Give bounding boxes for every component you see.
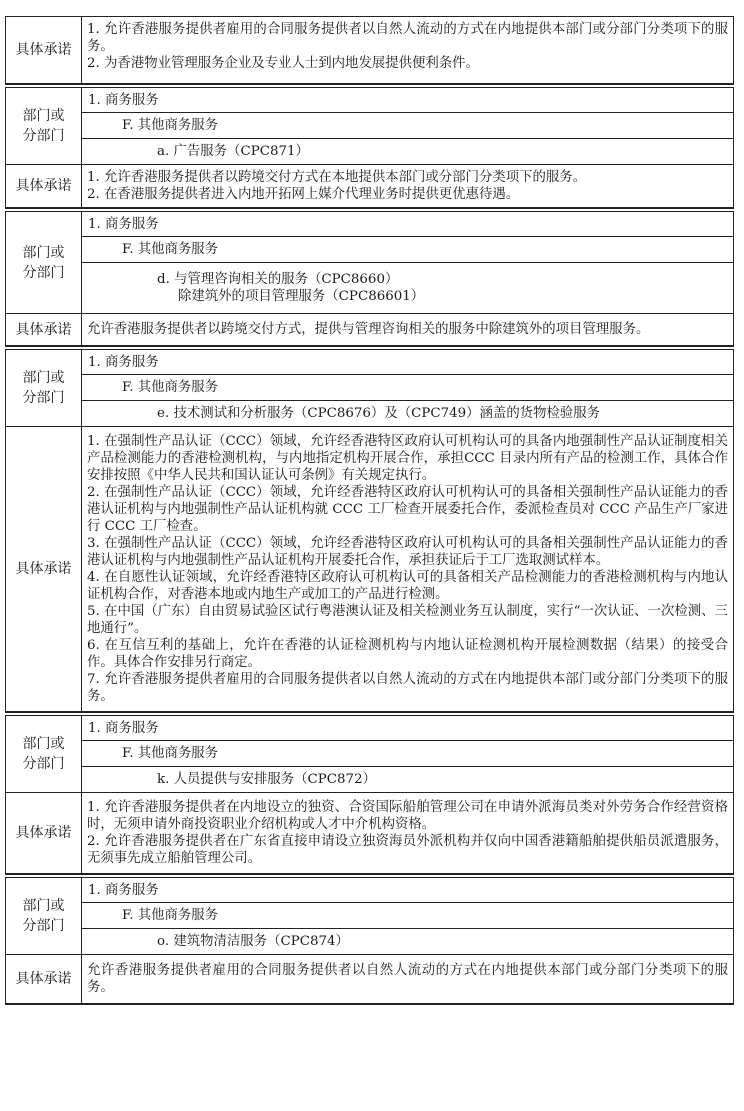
service-item bbox=[82, 766, 733, 792]
sector-hierarchy bbox=[82, 350, 733, 426]
commitment-item: 4. 在自愿性认证领域，允许经香港特区政府认可机构认可的具备相关产品检测能力的香港检测机构与内地认证机构合作，对香港本地或内地生产或加工的产品进行检测。 bbox=[87, 570, 728, 602]
sector-name: 1. 商务服务 bbox=[88, 93, 159, 108]
sector-label-line: 分部门 bbox=[22, 918, 65, 934]
sector-name: 1. 商务服务 bbox=[88, 883, 159, 898]
sector-label-line: 部门或 bbox=[22, 736, 65, 752]
commitment-item: 2. 在香港服务提供者进入内地开拓网上媒介代理业务时提供更优惠待遇。 bbox=[87, 187, 520, 202]
sector-hierarchy bbox=[82, 878, 733, 954]
commitment-text bbox=[82, 955, 733, 1003]
commitment-row bbox=[6, 164, 733, 207]
commitment-item: 6. 在互信互利的基础上，允许在香港的认证检测机构与内地认证检测机构开展检测数据（结果）的接受合作。具体合作安排另行商定。 bbox=[87, 638, 728, 670]
sector-row bbox=[6, 350, 733, 426]
table-block bbox=[5, 211, 734, 347]
sector-label-line: 部门或 bbox=[22, 370, 65, 386]
sector-hierarchy bbox=[82, 212, 733, 313]
commitment-item: 1. 允许香港服务提供者在内地设立的独资、合资国际船舶管理公司在申请外派海员类对外劳务合作经营资格时，无须申请外商投资职业介绍机构或人才中介机构资格。 bbox=[87, 800, 728, 832]
commitment-row bbox=[6, 954, 733, 1003]
commitment-item: 2. 在强制性产品认证（CCC）领域，允许经香港特区政府认可机构认可的具备相关强制性产品认证能力的香港认证机构与内地强制性产品认证机构就 CCC 工厂检查开展委托合作，委派检查员对 CCC 产品生产厂家进行 CCC 工厂检查。 bbox=[87, 485, 728, 534]
service-item-line: a. 广告服务（CPC871） bbox=[157, 144, 309, 159]
commitment-item: 1. 允许香港服务提供者以跨境交付方式在本地提供本部门或分部门分类项下的服务。 bbox=[87, 170, 587, 185]
service-item bbox=[82, 400, 733, 426]
subsector-name: F. 其他商务服务 bbox=[82, 374, 733, 400]
service-item bbox=[82, 928, 733, 954]
commitment-text bbox=[82, 427, 733, 711]
sector-label-line: 部门或 bbox=[22, 244, 65, 261]
service-item bbox=[82, 138, 733, 164]
sector-label-line: 分部门 bbox=[22, 128, 65, 144]
table-block bbox=[5, 877, 734, 1005]
commitment-item: 允许香港服务提供者以跨境交付方式，提供与管理咨询相关的服务中除建筑外的项目管理服务。 bbox=[87, 322, 650, 337]
table-block bbox=[5, 349, 734, 713]
sector-label-line: 分部门 bbox=[22, 264, 65, 281]
commitment-item: 2. 为香港物业管理服务企业及专业人士到内地发展提供便利条件。 bbox=[87, 56, 479, 71]
sector-label bbox=[6, 716, 82, 792]
sector-label-line: 部门或 bbox=[22, 898, 65, 914]
subsector-name: F. 其他商务服务 bbox=[82, 112, 733, 138]
service-item-line: d. 与管理咨询相关的服务（CPC8660） bbox=[157, 272, 399, 287]
commitment-item: 5. 在中国（广东）自由贸易试验区试行粤港澳认证及相关检测业务互认制度，实行“一次认证、一次检测、三地通行”。 bbox=[87, 604, 728, 636]
commitment-item: 7. 允许香港服务提供者雇用的合同服务提供者以自然人流动的方式在内地提供本部门或分部门分类项下的服务。 bbox=[87, 672, 728, 704]
service-item-line: k. 人员提供与安排服务（CPC872） bbox=[157, 772, 376, 787]
sector-label-line: 分部门 bbox=[22, 390, 65, 406]
commitment-row bbox=[6, 313, 733, 345]
commitment-item: 1. 在强制性产品认证（CCC）领域，允许经香港特区政府认可机构认可的具备内地强制性产品认证制度相关产品检测能力的香港检测机构，与内地指定机构开展合作，承担CCC 目录内所有产品的检测工作，具体合作安排按照《中华人民共和国认证认可条例》有关规定执行。 bbox=[87, 434, 728, 483]
sector-label bbox=[6, 878, 82, 954]
commitment-label: 具体承诺 bbox=[6, 17, 82, 83]
sector-row bbox=[6, 88, 733, 164]
table-block bbox=[5, 87, 734, 209]
service-item-line: e. 技术测试和分析服务（CPC8676）及（CPC749）涵盖的货物检验服务 bbox=[157, 406, 601, 421]
sector-label-line: 部门或 bbox=[22, 108, 65, 124]
commitments-table bbox=[5, 16, 734, 1007]
sector-label bbox=[6, 88, 82, 164]
commitment-text bbox=[82, 314, 733, 345]
sector-name: 1. 商务服务 bbox=[88, 355, 159, 370]
subsector-name: F. 其他商务服务 bbox=[82, 236, 733, 262]
commitment-label: 具体承诺 bbox=[6, 427, 82, 711]
subsector-name: F. 其他商务服务 bbox=[82, 740, 733, 766]
commitment-item: 允许香港服务提供者雇用的合同服务提供者以自然人流动的方式在内地提供本部门或分部门分类项下的服务。 bbox=[87, 963, 728, 995]
sector-hierarchy bbox=[82, 716, 733, 792]
sector-hierarchy bbox=[82, 88, 733, 164]
commitment-text bbox=[82, 165, 733, 207]
sector-label-line: 分部门 bbox=[22, 756, 65, 772]
sector-row bbox=[6, 212, 733, 313]
commitment-text bbox=[82, 793, 733, 873]
sector-row bbox=[6, 878, 733, 954]
commitment-text bbox=[82, 17, 733, 83]
subsector-name: F. 其他商务服务 bbox=[82, 902, 733, 928]
service-item bbox=[82, 262, 733, 313]
table-block bbox=[5, 16, 734, 85]
commitment-label: 具体承诺 bbox=[6, 793, 82, 873]
commitment-row bbox=[6, 426, 733, 711]
commitment-item: 1. 允许香港服务提供者雇用的合同服务提供者以自然人流动的方式在内地提供本部门或分部门分类项下的服务。 bbox=[87, 22, 728, 54]
sector-row bbox=[6, 716, 733, 792]
commitment-row bbox=[6, 792, 733, 873]
commitment-item: 2. 允许香港服务提供者在广东省直接申请设立独资海员外派机构并仅向中国香港籍船舶提供船员派遣服务，无须事先成立船舶管理公司。 bbox=[87, 834, 728, 866]
commitment-row bbox=[6, 17, 733, 83]
commitment-item: 3. 在强制性产品认证（CCC）领域，允许经香港特区政府认可机构认可的具备相关强制性产品认证能力的香港认证机构与内地强制性产品认证机构开展委托合作，承担获证后于工厂选取测试样本。 bbox=[87, 536, 728, 568]
commitment-label: 具体承诺 bbox=[6, 165, 82, 207]
service-item-line: o. 建筑物清洁服务（CPC874） bbox=[157, 934, 349, 949]
sector-name: 1. 商务服务 bbox=[88, 721, 159, 736]
commitment-label: 具体承诺 bbox=[6, 314, 82, 345]
table-block bbox=[5, 715, 734, 875]
service-item-line: 除建筑外的项目管理服务（CPC86601） bbox=[178, 289, 425, 304]
sector-label bbox=[6, 212, 82, 313]
commitment-label: 具体承诺 bbox=[6, 955, 82, 1003]
sector-label bbox=[6, 350, 82, 426]
sector-name: 1. 商务服务 bbox=[88, 217, 159, 232]
